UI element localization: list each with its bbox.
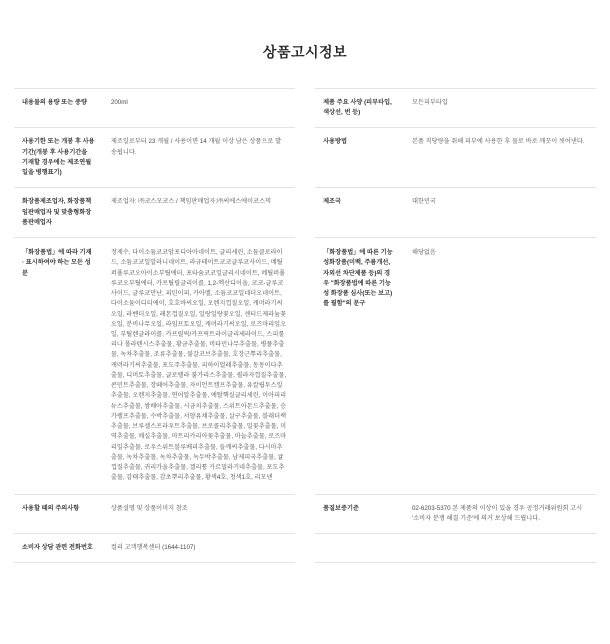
table-row <box>14 188 596 238</box>
row-label: 사용할 때의 주의사항 <box>14 494 103 533</box>
row-label: 소비자 상담 관련 전화번호 <box>14 533 103 562</box>
table-row <box>14 128 596 188</box>
table-row <box>14 89 596 128</box>
column-gap <box>295 128 315 188</box>
row-label: 품질보증기준 <box>315 494 404 533</box>
row-value: 상품설명 및 상품이미지 참조 <box>103 494 295 533</box>
row-value: 02-6203-5370 본 제품의 이상이 있을 경우 공정거래위원회 고시 '소비자 분쟁 해결 기준'에 의거 보상해 드립니다. <box>404 494 596 533</box>
row-label: 화장품제조업자, 화장품책임판매업자 및 맞춤형화장품판매업자 <box>14 188 103 238</box>
row-value: 해당없음 <box>404 238 596 494</box>
table-row <box>14 494 596 533</box>
column-gap <box>295 533 315 562</box>
ingredients-value: 정제수, 다이소듐코코암포디아아네이트, 글리세린, 소듐클로라이드, 소듐코코일알라니네이트, 라규테이트코코글루코사이드, 메틸퍼퓰루코오아이소부틸에터, 포타슘코코일글리시네이트, 메틸퍼퓰루코오부틸에터, 카프틸릴글리이콜, 1,2-엑산디이올, 코코-글루코사이드, 글루코만난, 피틴이피, 카아멜, 소듐코코일네더오네이트, 다이소듐이디티에이, 호호바씨오일, 오렌지껍질오일, 캐머라기씨오일, 라벤더오일, 레몬껍질오일, 일랑일랑꽃오일, 센터드제라늄꽃오일, 분비나무오일, 라임프토오일, 캐머라기씨오일, 로즈마리잎오일, 부틸렌글라이콜, 카프릴릭/카프릭트라이글리세라이드, 스피룰리나 폴라텐시스추출물, 황금추출물, 비타민나무추출물, 병풀추출물, 녹차추출물, 조류추출물, 불갈코브추출물, 호장근뿌리추출물, 캐머라기씨추출물, 포도주추출물, 피하이얼레추출물, 동동이다추출물, 디머토추출물, 글로렐라 불가리스추출물, 퀼라자껍질추출물, 콘민트추출물, 장떼어추출물, 자이언트캠프추출물, 유칼립투스잎추출물, 오렌지추출물, 연어알추출물, 에탈헥실글리세린, 이아피리뉴스추출물, 쌈배아추출물, 시금치추출물, 스위트아몬드추출물, 승가렐프추출물, 수박추출물, 서양유채추출물, 살구추출물, 블래더랙추출물, 브루셀스프라우트추출물, 브로콜리추출물, 밀꽃추출물, 미역추출물, 매실추출물, 마트리카리아꽃추출물, 마늘추출물, 로즈마리잎추출물, 로우스위트블루베리추출물, 들깨씨추출물, 다시마추출물, 녹차추출물, 녹차추출물, 녹두박추출물, 남제피국추출물, 귤껍질추출물, 귀리가울추출물, 겔리퉁 카르밀라기네추출물, 포도추출물, 감태추출물, 감초뿌리추출물, 황색4호, 청색1호, 리모넨 <box>103 238 295 494</box>
row-label: 「화장품법」에 따른 기능성화장품(미백, 주름개선, 자외선 차단제품 등)의 경우 "화장품법에 따른 기능성 화장품 심사(또는 보고)를 필함"의 문구 <box>315 238 404 494</box>
column-gap <box>295 238 315 494</box>
product-spec-table <box>14 88 596 563</box>
row-value: 제조업자: ㈜코스모코스 / 책임판매업자:㈜씨에스에이코스믹 <box>103 188 295 238</box>
table-row <box>14 238 596 494</box>
row-label: 내용물의 용량 또는 중량 <box>14 89 103 128</box>
row-value: 모든피부타입 <box>404 89 596 128</box>
column-gap <box>295 494 315 533</box>
row-label: 사용기한 또는 개봉 후 사용기간(개봉 후 사용기간을 기재할 경우에는 제조연월일을 병행표기) <box>14 128 103 188</box>
row-label: 제품 주요 사양 (피부타입, 색상선, 번 등) <box>315 89 404 128</box>
row-value: 본품 직당량을 취해 피부에 사용한 후 물로 바로 깨끗이 씻어낸다. <box>404 128 596 188</box>
row-label <box>315 533 404 562</box>
row-label: 제조국 <box>315 188 404 238</box>
row-value: 제조일로부터 23 개월 / 사용이면 14 개월 이상 남은 상품으로 발송됩니다. <box>103 128 295 188</box>
row-label: 「화장품법」에 따라 기재 · 표시하여야 하는 모든 성분 <box>14 238 103 494</box>
column-gap <box>295 188 315 238</box>
page-title: 상품고시정보 <box>262 44 348 60</box>
row-value <box>404 533 596 562</box>
table-row <box>14 533 596 562</box>
column-gap <box>295 89 315 128</box>
row-label: 사용방법 <box>315 128 404 188</box>
row-value: 200ml <box>103 89 295 128</box>
row-value: 컬리 고객행복센터 (1644-1107) <box>103 533 295 562</box>
row-value: 대한민국 <box>404 188 596 238</box>
